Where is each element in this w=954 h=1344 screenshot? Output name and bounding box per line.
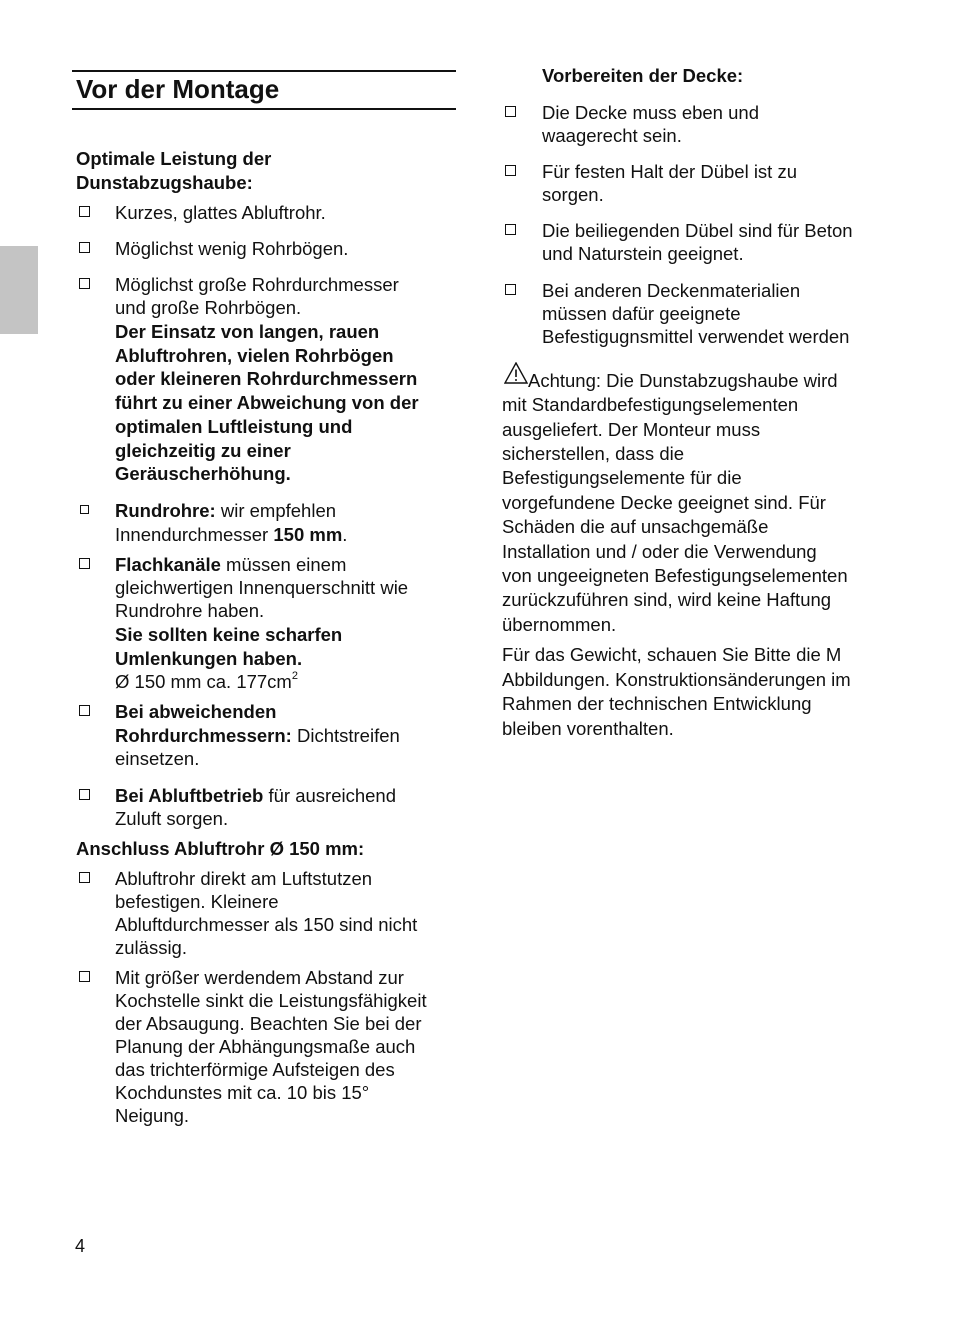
list-item-line: Möglichst große Rohrdurchmesser (115, 274, 399, 295)
checkbox-icon (505, 165, 516, 176)
list-item-line: müssen dafür geeignete (542, 303, 741, 324)
list-item-line: das trichterförmige Aufsteigen des (115, 1059, 395, 1080)
list-item-line: einsetzen. (115, 748, 200, 769)
warning-text-line: Achtung: Die Dunstabzugshaube wird (528, 370, 838, 391)
checkbox-icon (80, 505, 89, 514)
list-item-line: gleichzeitig zu einer (115, 440, 291, 461)
warning-text-line: von ungeeigneten Befestigungselementen (502, 565, 848, 586)
checkbox-icon (79, 872, 90, 883)
list-item-line: waagerecht sein. (542, 125, 682, 146)
warning-text-line: sicherstellen, dass die (502, 443, 685, 464)
note-text-line: Für das Gewicht, schauen Sie Bitte die M (502, 644, 842, 665)
list-item-line: Rundrohre: wir empfehlen (115, 500, 337, 521)
list-item-line: Geräuscherhöhung. (115, 463, 291, 484)
warning-text-line: übernommen. (502, 614, 617, 635)
list-item-line: sorgen. (542, 184, 604, 205)
section-marker-tab (0, 246, 38, 334)
warning-text-line: Installation und / oder die Verwendung (502, 541, 817, 562)
list-item-line: oder kleineren Rohrdurchmessern (115, 368, 418, 389)
list-item-line: Die beiliegenden Dübel sind für Beton (542, 220, 853, 241)
list-item-line: Rundrohre haben. (115, 600, 265, 621)
checkbox-icon (505, 224, 516, 235)
list-item-line: Kochdunstes mit ca. 10 bis 15° (115, 1082, 370, 1103)
list-item-line: gleichwertigen Innenquerschnitt wie (115, 577, 409, 598)
list-item-line: führt zu einer Abweichung von der (115, 392, 419, 413)
list-item-line: Befestigugnsmittel verwendet werden (542, 326, 850, 347)
list-item-line: Planung der Abhängungsmaße auch (115, 1036, 416, 1057)
page-number: 4 (75, 1236, 86, 1256)
list-item-line: Abluftrohr direkt am Luftstutzen (115, 868, 373, 889)
checkbox-icon (79, 278, 90, 289)
checkbox-icon (79, 206, 90, 217)
checkbox-icon (79, 971, 90, 982)
list-item-line: Innendurchmesser 150 mm. (115, 524, 348, 545)
list-item-line: Rohrdurchmessern: Dichtstreifen (115, 725, 400, 746)
list-item-line: zulässig. (115, 937, 187, 958)
checkbox-icon (505, 284, 516, 295)
list-item-line: Kochstelle sinkt die Leistungsfähigkeit (115, 990, 427, 1011)
checkbox-icon (79, 705, 90, 716)
warning-text-line: zurückzuführen sind, wird keine Haftung (502, 589, 832, 610)
warning-icon (504, 362, 528, 384)
section-heading: Anschluss Abluftrohr Ø 150 mm: (76, 838, 365, 859)
list-item-line: Sie sollten keine scharfen (115, 624, 343, 645)
list-item-line: befestigen. Kleinere (115, 891, 279, 912)
page-title: Vor der Montage (76, 74, 280, 104)
list-item-line: Ø 150 mm ca. $177cm^2$ (115, 669, 298, 692)
list-item-line: Abluftrohren, vielen Rohrbögen (115, 345, 394, 366)
title-rule-top (72, 70, 456, 72)
list-item-line: Umlenkungen haben. (115, 648, 303, 669)
warning-text-line: Schäden die auf unsachgemäße (502, 516, 769, 537)
list-item-line: Zuluft sorgen. (115, 808, 229, 829)
list-item-line: Mit größer werdendem Abstand zur (115, 967, 404, 988)
list-item: Möglichst wenig Rohrbögen. (115, 238, 349, 259)
list-item-line: optimalen Luftleistung und (115, 416, 353, 437)
section-heading-line: Optimale Leistung der (76, 148, 272, 169)
checkbox-icon (79, 242, 90, 253)
list-item-line: Flachkanäle müssen einem (115, 554, 347, 575)
list-item-line: und große Rohrbögen. (115, 297, 302, 318)
warning-text-line: ausgeliefert. Der Monteur muss (502, 419, 761, 440)
list-item-line: Neigung. (115, 1105, 190, 1126)
list-item-line: Der Einsatz von langen, rauen (115, 321, 380, 342)
list-item-line: Für festen Halt der Dübel ist zu (542, 161, 797, 182)
section-heading: Vorbereiten der Decke: (542, 65, 744, 86)
list-item-line: Abluftdurchmesser als 150 sind nicht (115, 914, 418, 935)
warning-text-line: vorgefundene Decke geeignet sind. Für (502, 492, 826, 513)
checkbox-icon (79, 789, 90, 800)
list-item-line: der Absaugung. Beachten Sie bei der (115, 1013, 422, 1034)
note-text-line: bleiben vorenthalten. (502, 718, 674, 739)
warning-text-line: mit Standardbefestigungselementen (502, 394, 799, 415)
list-item-line: Bei Abluftbetrieb für ausreichend (115, 785, 397, 806)
list-item-line: Die Decke muss eben und (542, 102, 759, 123)
checkbox-icon (505, 106, 516, 117)
title-rule-bottom (72, 108, 456, 110)
list-item-line: Bei abweichenden (115, 701, 277, 722)
section-heading-line: Dunstabzugshaube: (76, 172, 253, 193)
note-text-line: Abbildungen. Konstruktionsänderungen im (502, 669, 851, 690)
list-item-line: und Naturstein geeignet. (542, 243, 744, 264)
list-item-line: Bei anderen Deckenmaterialien (542, 280, 801, 301)
warning-text-line: Befestigungselemente für die (502, 467, 742, 488)
checkbox-icon (79, 558, 90, 569)
list-item: Kurzes, glattes Abluftrohr. (115, 202, 326, 223)
note-text-line: Rahmen der technischen Entwicklung (502, 693, 812, 714)
